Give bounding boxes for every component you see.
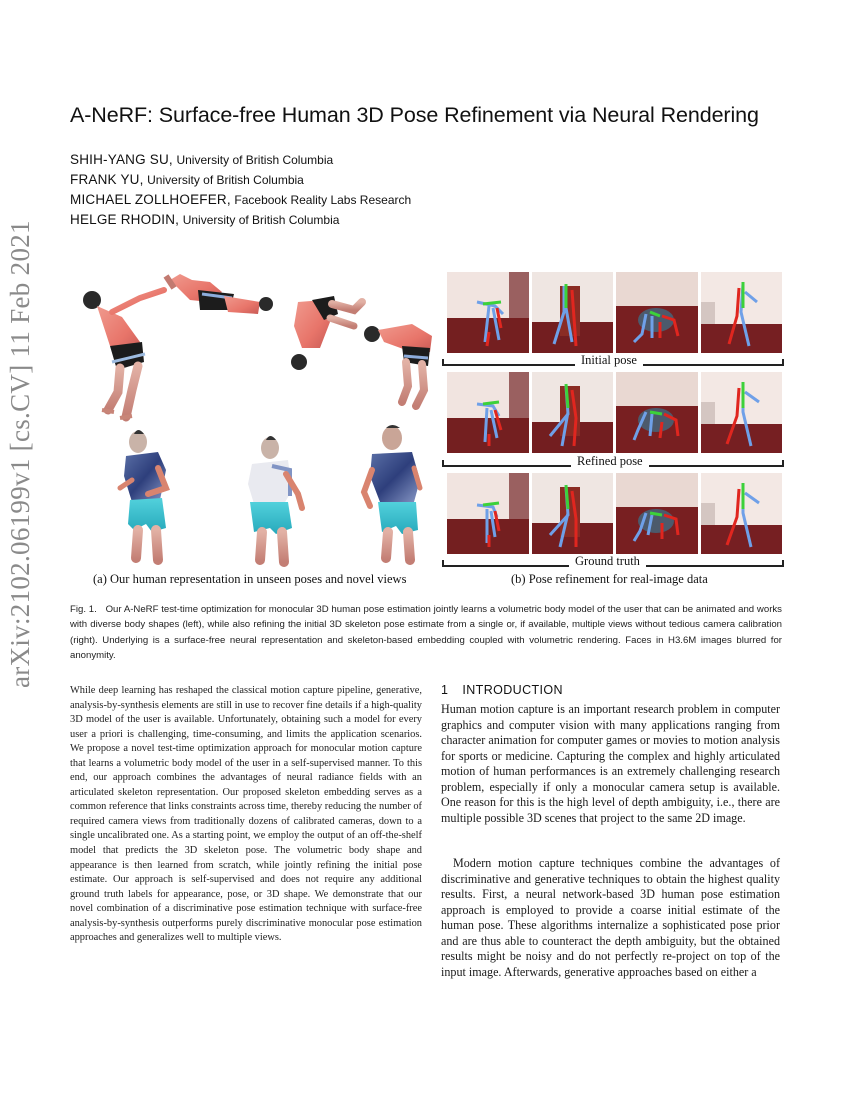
section-number: 1 — [441, 683, 449, 697]
image-tile — [616, 372, 698, 453]
subfigure-b-caption: (b) Pose refinement for real-image data — [511, 572, 708, 586]
bracket-ground-truth — [442, 554, 784, 569]
tile-row-refined-pose — [447, 372, 782, 453]
abstract: While deep learning has reshaped the classical motion capture pipeline, generative, analysis-by-synthesis elements are still in use to recover fine details if a high-quality 3D model of the user is available. Unfortunately, obtaining such a model for every user a priori is challenging, time-consuming, and limits the application scenarios. We propose a novel test-time optimization approach for monocular motion capture that learns a volumetric body model of the user in a self-supervised manner. To this end, our approach combines the advantages of neural radiance fields with an articulated skeleton representation. Our proposed skeleton embedding serves as a common reference that links constraints across time, thereby reducing the number of required camera views from traditionally dozens of calibrated cameras, down to a single uncalibrated one. As a starting point, we employ the output of an off-the-shelf model that predicts the 3D skeleton pose. The volumetric body shape and appearance is then learned from scratch, while jointly refining the initial pose estimate. Our approach is self-supervised and does not require any additional ground truth labels for appearance, pose, or 3D shape. We demonstrate that our novel combination of a discriminative pose estimation technique with surface-free analysis-by-synthesis outperforms purely discriminative monocular pose estimation approaches and generalizes well to multiple views. — [70, 685, 423, 944]
figure-1b-pose-refinement — [440, 268, 790, 568]
backflip-pose-2 — [166, 274, 273, 314]
section-title: INTRODUCTION — [462, 683, 563, 697]
author-affiliation: University of British Columbia — [176, 153, 334, 167]
figure-caption-text: Our A-NeRF test-time optimization for monocular 3D human pose estimation jointly learns a volumetric body model of the user that can be animated and works with diverse body shapes (left), while also refining the initial 3D skeleton pose estimate from a single or, if available, multiple views without tedious camera calibration (right). Underlying is a surface-free neural representation and skeleton-based embedding coupled with volumetric rendering. Faces in H3.6M images blurred for anonymity. — [70, 604, 782, 662]
image-tile — [701, 473, 783, 554]
figure-label: Fig. 1. — [70, 604, 97, 615]
row-label-initial-pose: Initial pose — [575, 353, 643, 368]
backflip-pose-3 — [291, 296, 362, 370]
image-tile — [447, 272, 529, 353]
image-tile — [701, 372, 783, 453]
author-name: MICHAEL ZOLLHOEFER — [70, 192, 227, 207]
author-name: HELGE RHODIN — [70, 212, 176, 227]
image-tile — [447, 473, 529, 554]
author-name: FRANK YU — [70, 172, 140, 187]
human-render-illustration — [62, 262, 432, 572]
backflip-pose-4 — [364, 324, 432, 406]
novel-view-3 — [364, 425, 420, 560]
image-tile — [701, 272, 783, 353]
section-heading-introduction — [441, 683, 563, 697]
image-tile — [532, 473, 614, 554]
paper-title: A-NeRF: Surface-free Human 3D Pose Refinement via Neural Rendering — [70, 103, 759, 127]
author-2: FRANK YU, University of British Columbia — [70, 172, 304, 187]
tile-row-initial-pose — [447, 272, 782, 353]
author-name: SHIH-YANG SU — [70, 152, 169, 167]
author-4: HELGE RHODIN, University of British Columbia — [70, 212, 340, 227]
subfigure-a-caption: (a) Our human representation in unseen poses and novel views — [93, 572, 407, 586]
novel-view-2 — [248, 436, 302, 562]
image-tile — [616, 473, 698, 554]
author-affiliation: University of British Columbia — [147, 173, 304, 187]
tile-row-ground-truth — [447, 473, 782, 554]
backflip-pose-1 — [83, 290, 164, 418]
image-tile — [532, 272, 614, 353]
intro-paragraph-2: Modern motion capture techniques combine the advantages of discriminative and generative techniques to obtain the highest quality results. First, a neural network-based 3D human pose estimation approach is employed to provide a coarse initial estimate of the human pose. These algorithms internalize a sophisticated pose prior and are thus able to counteract the depth ambiguity, but the obtained results might be noisy and do not perfectly re-project on top of the input image. Afterwards, generative approaches based on either a — [441, 856, 780, 979]
bracket-initial-pose — [442, 353, 784, 368]
arxiv-identifier-stamp: arXiv:2102.06199v1 [cs.CV] 11 Feb 2021 — [5, 220, 35, 688]
row-label-refined-pose: Refined pose — [571, 454, 649, 469]
author-1: SHIH-YANG SU, University of British Columbia — [70, 152, 334, 167]
row-label-ground-truth: Ground truth — [569, 554, 646, 569]
author-affiliation: University of British Columbia — [182, 213, 340, 227]
intro-paragraph-1: Human motion capture is an important research problem in computer graphics and computer vision with many applications ranging from character animation for computer games or movies to motion analysis for sports or medicine. Capturing the complex and highly articulated motion of human performances is an extremely challenging research problem, especially if only a monocular camera setup is available. One reason for this is the high level of depth ambiguity, i.e., there are multiple possible 3D scenes that project to the same 2D image. — [441, 702, 780, 825]
author-3: MICHAEL ZOLLHOEFER, Facebook Reality Labs Research — [70, 192, 412, 207]
image-tile — [532, 372, 614, 453]
figure-1a-human-renders — [62, 262, 432, 572]
author-affiliation: Facebook Reality Labs Research — [234, 193, 412, 207]
bracket-refined-pose — [442, 454, 784, 469]
image-tile — [447, 372, 529, 453]
figure-caption — [70, 602, 782, 664]
novel-view-1 — [120, 430, 166, 560]
image-tile — [616, 272, 698, 353]
